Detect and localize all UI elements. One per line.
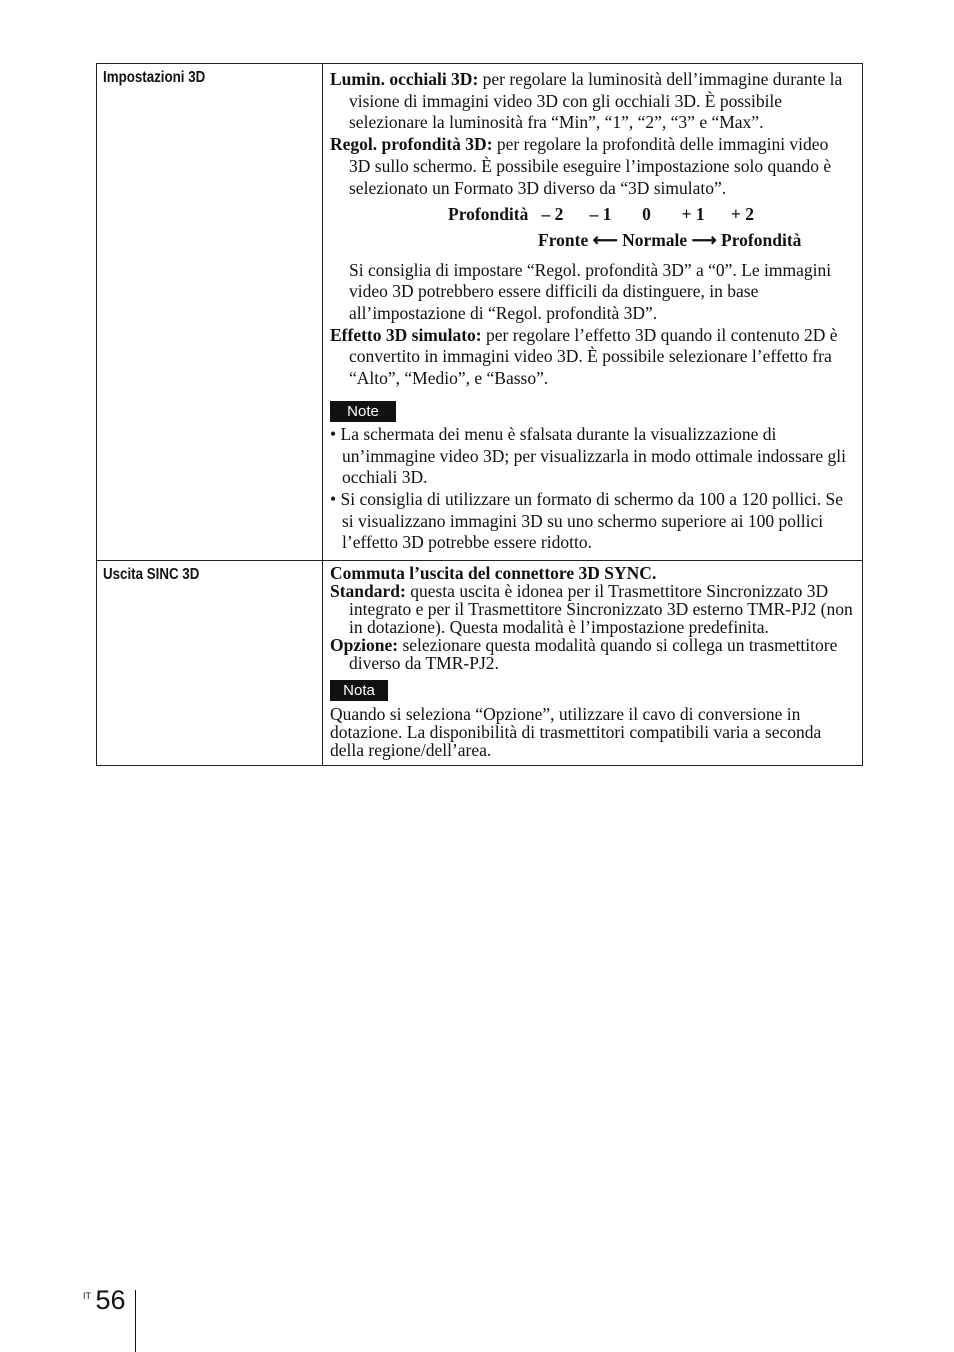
depth-scale — [330, 204, 854, 226]
standard-term: Standard: — [330, 581, 406, 602]
note-text: Si consiglia di utilizzare un formato di schermo da 100 a 120 pollici. Se si visualizzano immagini 3D su uno schermo superiore ai 100 pollici l’effetto 3D potrebbe essere ridotto. — [340, 488, 844, 553]
sync-heading — [330, 564, 854, 582]
settings-table — [96, 63, 863, 766]
nota-text: Quando si seleziona “Opzione”, utilizzare il cavo di conversione in dotazione. La disponibilità di trasmettitori compatibili varia a seconda della regione/dell’area. — [330, 704, 822, 761]
note-text: La schermata dei menu è sfalsata durante la visualizzazione di un’immagine video 3D; per visualizzarla in modo ottimale indossare gli occhiali 3D. — [340, 423, 846, 488]
lumin-term: Lumin. occhiali 3D: — [330, 69, 479, 89]
row-label-cell — [97, 561, 323, 766]
scale-value: + 1 — [681, 204, 705, 225]
effetto-term: Effetto 3D simulato: — [330, 324, 482, 345]
opzione-term: Opzione: — [330, 635, 399, 656]
standard-paragraph — [330, 582, 854, 636]
row-content-cell — [323, 561, 863, 766]
scale-value: 0 — [642, 204, 651, 225]
list-item: • Si consiglia di utilizzare un formato di schermo da 100 a 120 pollici. Se si visualizzano immagini 3D su uno schermo superiore ai 100 pollici l’effetto 3D potrebbe essere ridotto. — [330, 488, 844, 553]
row-content-cell — [323, 64, 863, 561]
regol-text: per regolare la profondità delle immagini video 3D sullo schermo. È possibile eseguire l’impostazione solo quando è selezionato un Formato 3D diverso da “3D simulato”. — [349, 134, 832, 198]
depth-direction — [330, 230, 854, 252]
footer-divider — [135, 1290, 136, 1352]
opzione-text: selezionare questa modalità quando si collega un trasmettitore diverso da TMR-PJ2. — [349, 635, 838, 674]
scale-value: – 1 — [589, 204, 612, 225]
table-row-impostazioni-3d — [97, 64, 863, 561]
standard-text: questa uscita è idonea per il Trasmettitore Sincronizzato 3D integrato e per il Trasmettitore Sincronizzato 3D esterno TMR-PJ2 (non in dotazione). Questa modalità è l’impostazione predefinita. — [349, 581, 853, 638]
scale-value: – 2 — [541, 204, 564, 225]
page-number — [83, 1285, 126, 1316]
row-label: Impostazioni 3D — [103, 69, 206, 86]
lumin-text: per regolare la luminosità dell’immagine durante la visione di immagini video 3D con gli occhiali 3D. È possibile selezionare la luminosità fra “Min”, “1”, “2”, “3” e “Max”. — [349, 69, 843, 133]
table-row-uscita-sinc-3d — [97, 561, 863, 766]
language-code: IT — [83, 1291, 91, 1301]
regol-advice: Si consiglia di impostare “Regol. profondità 3D” a “0”. Le immagini video 3D potrebbero essere difficili da distinguere, in base all’impostazione di “Regol. profondità 3D”. — [349, 259, 832, 324]
row-label-cell — [97, 64, 323, 561]
scale-value: + 2 — [730, 204, 754, 225]
scale-front: Fronte — [538, 229, 589, 250]
regol-term: Regol. profondità 3D: — [330, 134, 493, 155]
arrow-left-icon: ⟵ — [592, 229, 618, 250]
effetto-paragraph — [330, 325, 854, 390]
list-item: • La schermata dei menu è sfalsata durante la visualizzazione di un’immagine video 3D; per visualizzarla in modo ottimale indossare gli occhiali 3D. — [330, 423, 846, 488]
scale-depth: Profondità — [721, 229, 802, 250]
opzione-paragraph — [330, 636, 854, 672]
scale-label: Profondità — [448, 204, 529, 225]
lumin-paragraph — [330, 69, 854, 134]
row-label: Uscita SINC 3D — [103, 566, 200, 584]
arrow-right-icon: ⟶ — [691, 229, 717, 250]
scale-normal: Normale — [622, 229, 688, 250]
page-number-value: 56 — [95, 1285, 126, 1315]
note-badge: Note — [330, 401, 396, 422]
note-badge: Nota — [330, 680, 388, 701]
regol-paragraph — [330, 134, 854, 199]
sync-heading-text: Commuta l’uscita del connettore 3D SYNC. — [330, 563, 657, 584]
effetto-text: per regolare l’effetto 3D quando il contenuto 2D è convertito in immagini video 3D. È possibile selezionare l’effetto fra “Alto”, “Medio”, e “Basso”. — [349, 324, 838, 389]
